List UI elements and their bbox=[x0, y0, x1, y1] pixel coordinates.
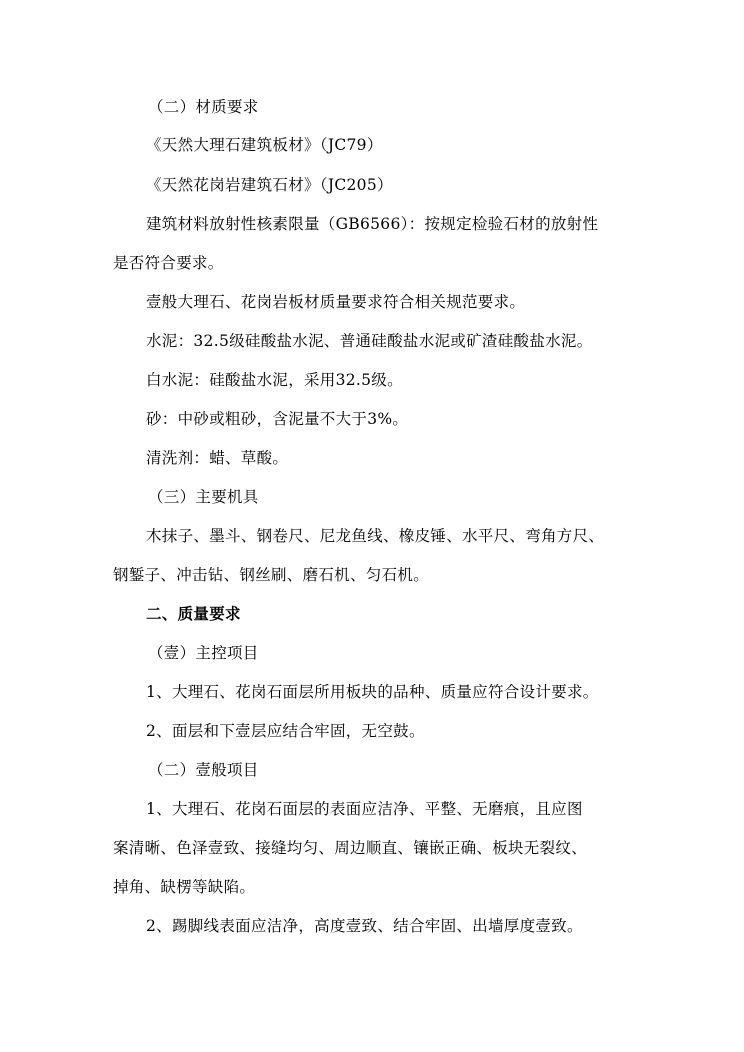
paragraph-line: 砂：中砂或粗砂，含泥量不大于3%。 bbox=[146, 410, 409, 428]
paragraph-line: 《天然花岗岩建筑石材》（JC205） bbox=[146, 176, 393, 194]
paragraph-line: 2、面层和下壹层应结合牢固，无空鼓。 bbox=[146, 722, 425, 740]
paragraph-line: 白水泥：硅酸盐水泥，采用32.5级。 bbox=[146, 371, 403, 389]
paragraph-line: 2、踢脚线表面应洁净，高度壹致、结合牢固、出墙厚度壹致。 bbox=[146, 917, 583, 935]
paragraph-line: 掉角、缺楞等缺陷。 bbox=[113, 878, 256, 896]
subheading-general-items: （二）壹般项目 bbox=[148, 761, 259, 779]
paragraph-line: 1、大理石、花岗石面层所用板块的品种、质量应符合设计要求。 bbox=[146, 683, 599, 701]
paragraph-line: 《天然大理石建筑板材》（JC79） bbox=[146, 136, 383, 154]
paragraph-line: 建筑材料放射性核素限量（GB6566）：按规定检验石材的放射性 bbox=[146, 215, 599, 233]
subheading-materials: （二）材质要求 bbox=[148, 98, 259, 116]
paragraph-line: 水泥：32.5级硅酸盐水泥、普通硅酸盐水泥或矿渣硅酸盐水泥。 bbox=[146, 332, 593, 350]
paragraph-line: 是否符合要求。 bbox=[113, 254, 224, 272]
paragraph-line: 1、大理石、花岗石面层的表面应洁净、平整、无磨痕，且应图 bbox=[146, 800, 583, 818]
paragraph-line: 案清晰、色泽壹致、接缝均匀、周边顺直、镶嵌正确、板块无裂纹、 bbox=[113, 839, 588, 857]
subheading-tools: （三）主要机具 bbox=[148, 488, 259, 506]
paragraph-line: 清洗剂：蜡、草酸。 bbox=[146, 449, 289, 467]
section-heading: 二、质量要求 bbox=[146, 604, 241, 623]
subheading-main-items: （壹）主控项目 bbox=[148, 644, 259, 662]
paragraph-line: 钢錾子、冲击钻、钢丝刷、磨石机、匀石机。 bbox=[113, 566, 430, 584]
paragraph-line: 木抹子、墨斗、钢卷尺、尼龙鱼线、橡皮锤、水平尺、弯角方尺、 bbox=[146, 527, 605, 545]
paragraph-line: 壹般大理石、花岗岩板材质量要求符合相关规范要求。 bbox=[146, 293, 526, 311]
